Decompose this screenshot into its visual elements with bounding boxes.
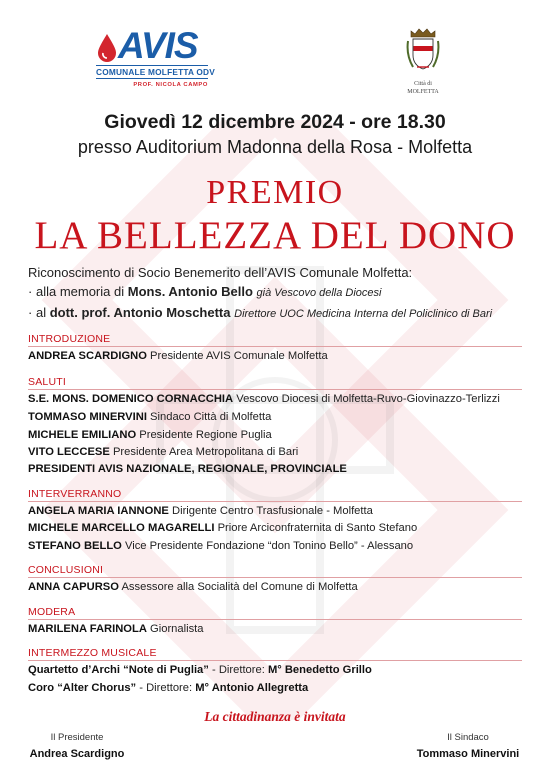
signature-name: Andrea Scardigno — [29, 748, 125, 760]
avis-wordmark: AVIS — [118, 25, 198, 66]
recognition-block — [28, 263, 538, 324]
section-label-introduzione: INTRODUZIONE — [28, 333, 111, 345]
program-row: MICHELE EMILIANO Presidente Regione Puglia — [28, 429, 272, 441]
signature-role: Il Presidente — [50, 732, 104, 743]
title-premio: PREMIO — [206, 174, 344, 211]
city-name-line1: Città di — [414, 81, 432, 87]
section-label-modera: MODERA — [28, 606, 76, 618]
program-row: Coro “Alter Chorus” - Direttore: M° Antonio Allegretta — [28, 682, 309, 694]
program-row: S.E. MONS. DOMENICO CORNACCHIA Vescovo Diocesi di Molfetta-Ruvo-Giovinazzo-Terlizzi — [28, 393, 500, 405]
honoree-role: già Vescovo della Diocesi — [256, 287, 382, 299]
section-divider — [28, 389, 522, 390]
blood-drop-icon — [96, 33, 118, 63]
signature-president — [22, 732, 132, 760]
program-row: MARILENA FARINOLA Giornalista — [28, 623, 204, 635]
section-divider — [28, 660, 522, 661]
avis-prof-name: PROF. NICOLA CAMPO — [133, 82, 208, 88]
program-row: VITO LECCESE Presidente Area Metropolitana di Bari — [28, 446, 299, 458]
invitation-line: La cittadinanza è invitata — [204, 709, 346, 724]
honoree-name: dott. prof. Antonio Moschetta — [49, 305, 231, 320]
section-divider — [28, 501, 522, 502]
program-row: PRESIDENTI AVIS NAZIONALE, REGIONALE, PROVINCIALE — [28, 463, 347, 475]
honoree-name: Mons. Antonio Bello — [127, 284, 253, 299]
title-main: LA BELLEZZA DEL DONO — [34, 214, 516, 257]
program-row: ANGELA MARIA IANNONE Dirigente Centro Trasfusionale - Molfetta — [28, 505, 373, 517]
section-label-interverranno: INTERVERRANNO — [28, 488, 122, 500]
section-label-saluti: SALUTI — [28, 376, 66, 388]
program-row: Quartetto d’Archi “Note di Puglia” - Direttore: M° Benedetto Grillo — [28, 664, 372, 676]
program-row: MICHELE MARCELLO MAGARELLI Priore Arciconfraternita di Santo Stefano — [28, 522, 418, 534]
section-divider — [28, 346, 522, 347]
avis-subtitle: COMUNALE MOLFETTA ODV — [96, 67, 215, 77]
honoree-role: Direttore UOC Medicina Interna del Policlinico di Bari — [234, 308, 493, 320]
program-row: TOMMASO MINERVINI Sindaco Città di Molfetta — [28, 411, 272, 423]
section-divider — [28, 577, 522, 578]
section-label-intermezzo: INTERMEZZO MUSICALE — [28, 647, 157, 659]
signature-mayor — [408, 732, 528, 760]
city-crest-icon — [405, 27, 441, 75]
avis-logo — [96, 25, 215, 88]
program-row: ANDREA SCARDIGNO Presidente AVIS Comunale Molfetta — [28, 350, 328, 362]
section-divider — [28, 619, 522, 620]
signature-name: Tommaso Minervini — [416, 748, 520, 760]
signature-role: Il Sindaco — [447, 732, 489, 743]
city-crest — [401, 27, 445, 95]
event-date: Giovedì 12 dicembre 2024 - ore 18.30 — [104, 111, 446, 133]
program-row: STEFANO BELLO Vice Presidente Fondazione “don Tonino Bello” - Alessano — [28, 540, 414, 552]
recognition-item: · al dott. prof. Antonio Moschetta Direttore UOC Medicina Interna del Policlinico di Bari — [28, 305, 493, 320]
recognition-intro: Riconoscimento di Socio Benemerito dell’AVIS Comunale Molfetta: — [28, 265, 413, 280]
event-venue: presso Auditorium Madonna della Rosa - Molfetta — [77, 137, 473, 157]
city-name-line2: MOLFETTA — [407, 88, 439, 95]
program-row: ANNA CAPURSO Assessore alla Socialità del Comune di Molfetta — [28, 581, 358, 593]
recognition-item: · alla memoria di Mons. Antonio Bello già Vescovo della Diocesi — [28, 284, 382, 299]
section-label-conclusioni: CONCLUSIONI — [28, 564, 104, 576]
